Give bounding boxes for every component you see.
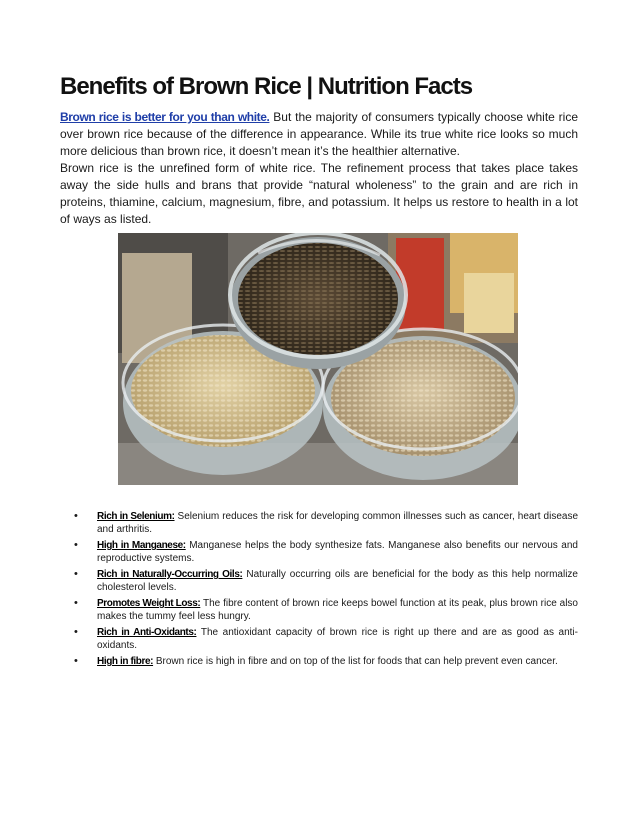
list-item (60, 655, 578, 668)
page-title: Benefits of Brown Rice | Nutrition Facts (60, 73, 473, 100)
list-item (60, 597, 578, 623)
benefit-term: High in fibre: (97, 656, 154, 667)
intro-text: But the majority of consumers typically choose white rice over brown rice because of the difference in appearance. While its true white rice looks so much more delicious than brown rice, it doesn’t mean it’s the healthier alternative. (60, 110, 579, 158)
benefit-term: Promotes Weight Loss: (97, 598, 201, 609)
rice-bowls-photo (118, 233, 518, 485)
bullet-glyph: • (74, 597, 78, 609)
bullet-glyph: • (74, 626, 78, 638)
list-item (60, 539, 578, 565)
benefit-text: Naturally occurring oils are beneficial for the body as this help normalize cholesterol levels. (97, 569, 578, 593)
benefit-text: Selenium reduces the risk for developing common illnesses such as cancer, heart disease and arthritis. (97, 511, 579, 535)
bullet-glyph: • (74, 655, 78, 667)
brown-rice-link[interactable]: Brown rice is better for you than white. (60, 110, 270, 124)
refinement-paragraph: Brown rice is the unrefined form of white rice. The refinement process that takes place takes away the side hulls and brans that provide “natural wholeness” to the grain and are rich in proteins, thiamine, calcium, magnesium, fibre, and potassium. It helps us restore to health in a lot of ways as listed. (60, 161, 578, 226)
list-item (60, 510, 578, 536)
benefit-text: Manganese helps the body synthesize fats. Manganese also benefits our nervous and reproductive systems. (97, 540, 578, 564)
bullet-glyph: • (74, 539, 78, 551)
bullet-glyph: • (74, 568, 78, 580)
benefits-list (60, 510, 578, 671)
benefit-term: High in Manganese: (97, 540, 186, 551)
benefit-term: Rich in Naturally-Occurring Oils: (97, 569, 243, 580)
bullet-glyph: • (74, 510, 78, 522)
benefit-term: Rich in Anti-Oxidants: (97, 627, 197, 638)
benefit-text: The antioxidant capacity of brown rice is right up there and are as good as anti-oxidants. (97, 627, 578, 651)
rice-bowls-illustration (118, 233, 518, 485)
list-item (60, 568, 578, 594)
intro-paragraph (60, 109, 578, 160)
benefit-text: Brown rice is high in fibre and on top of the list for foods that can help prevent even cancer. (153, 656, 558, 667)
benefit-text: The fibre content of brown rice keeps bowel function at its peak, plus brown rice also makes the tummy feel less hungry. (97, 598, 578, 622)
list-item (60, 626, 578, 652)
benefit-term: Rich in Selenium: (97, 511, 175, 522)
